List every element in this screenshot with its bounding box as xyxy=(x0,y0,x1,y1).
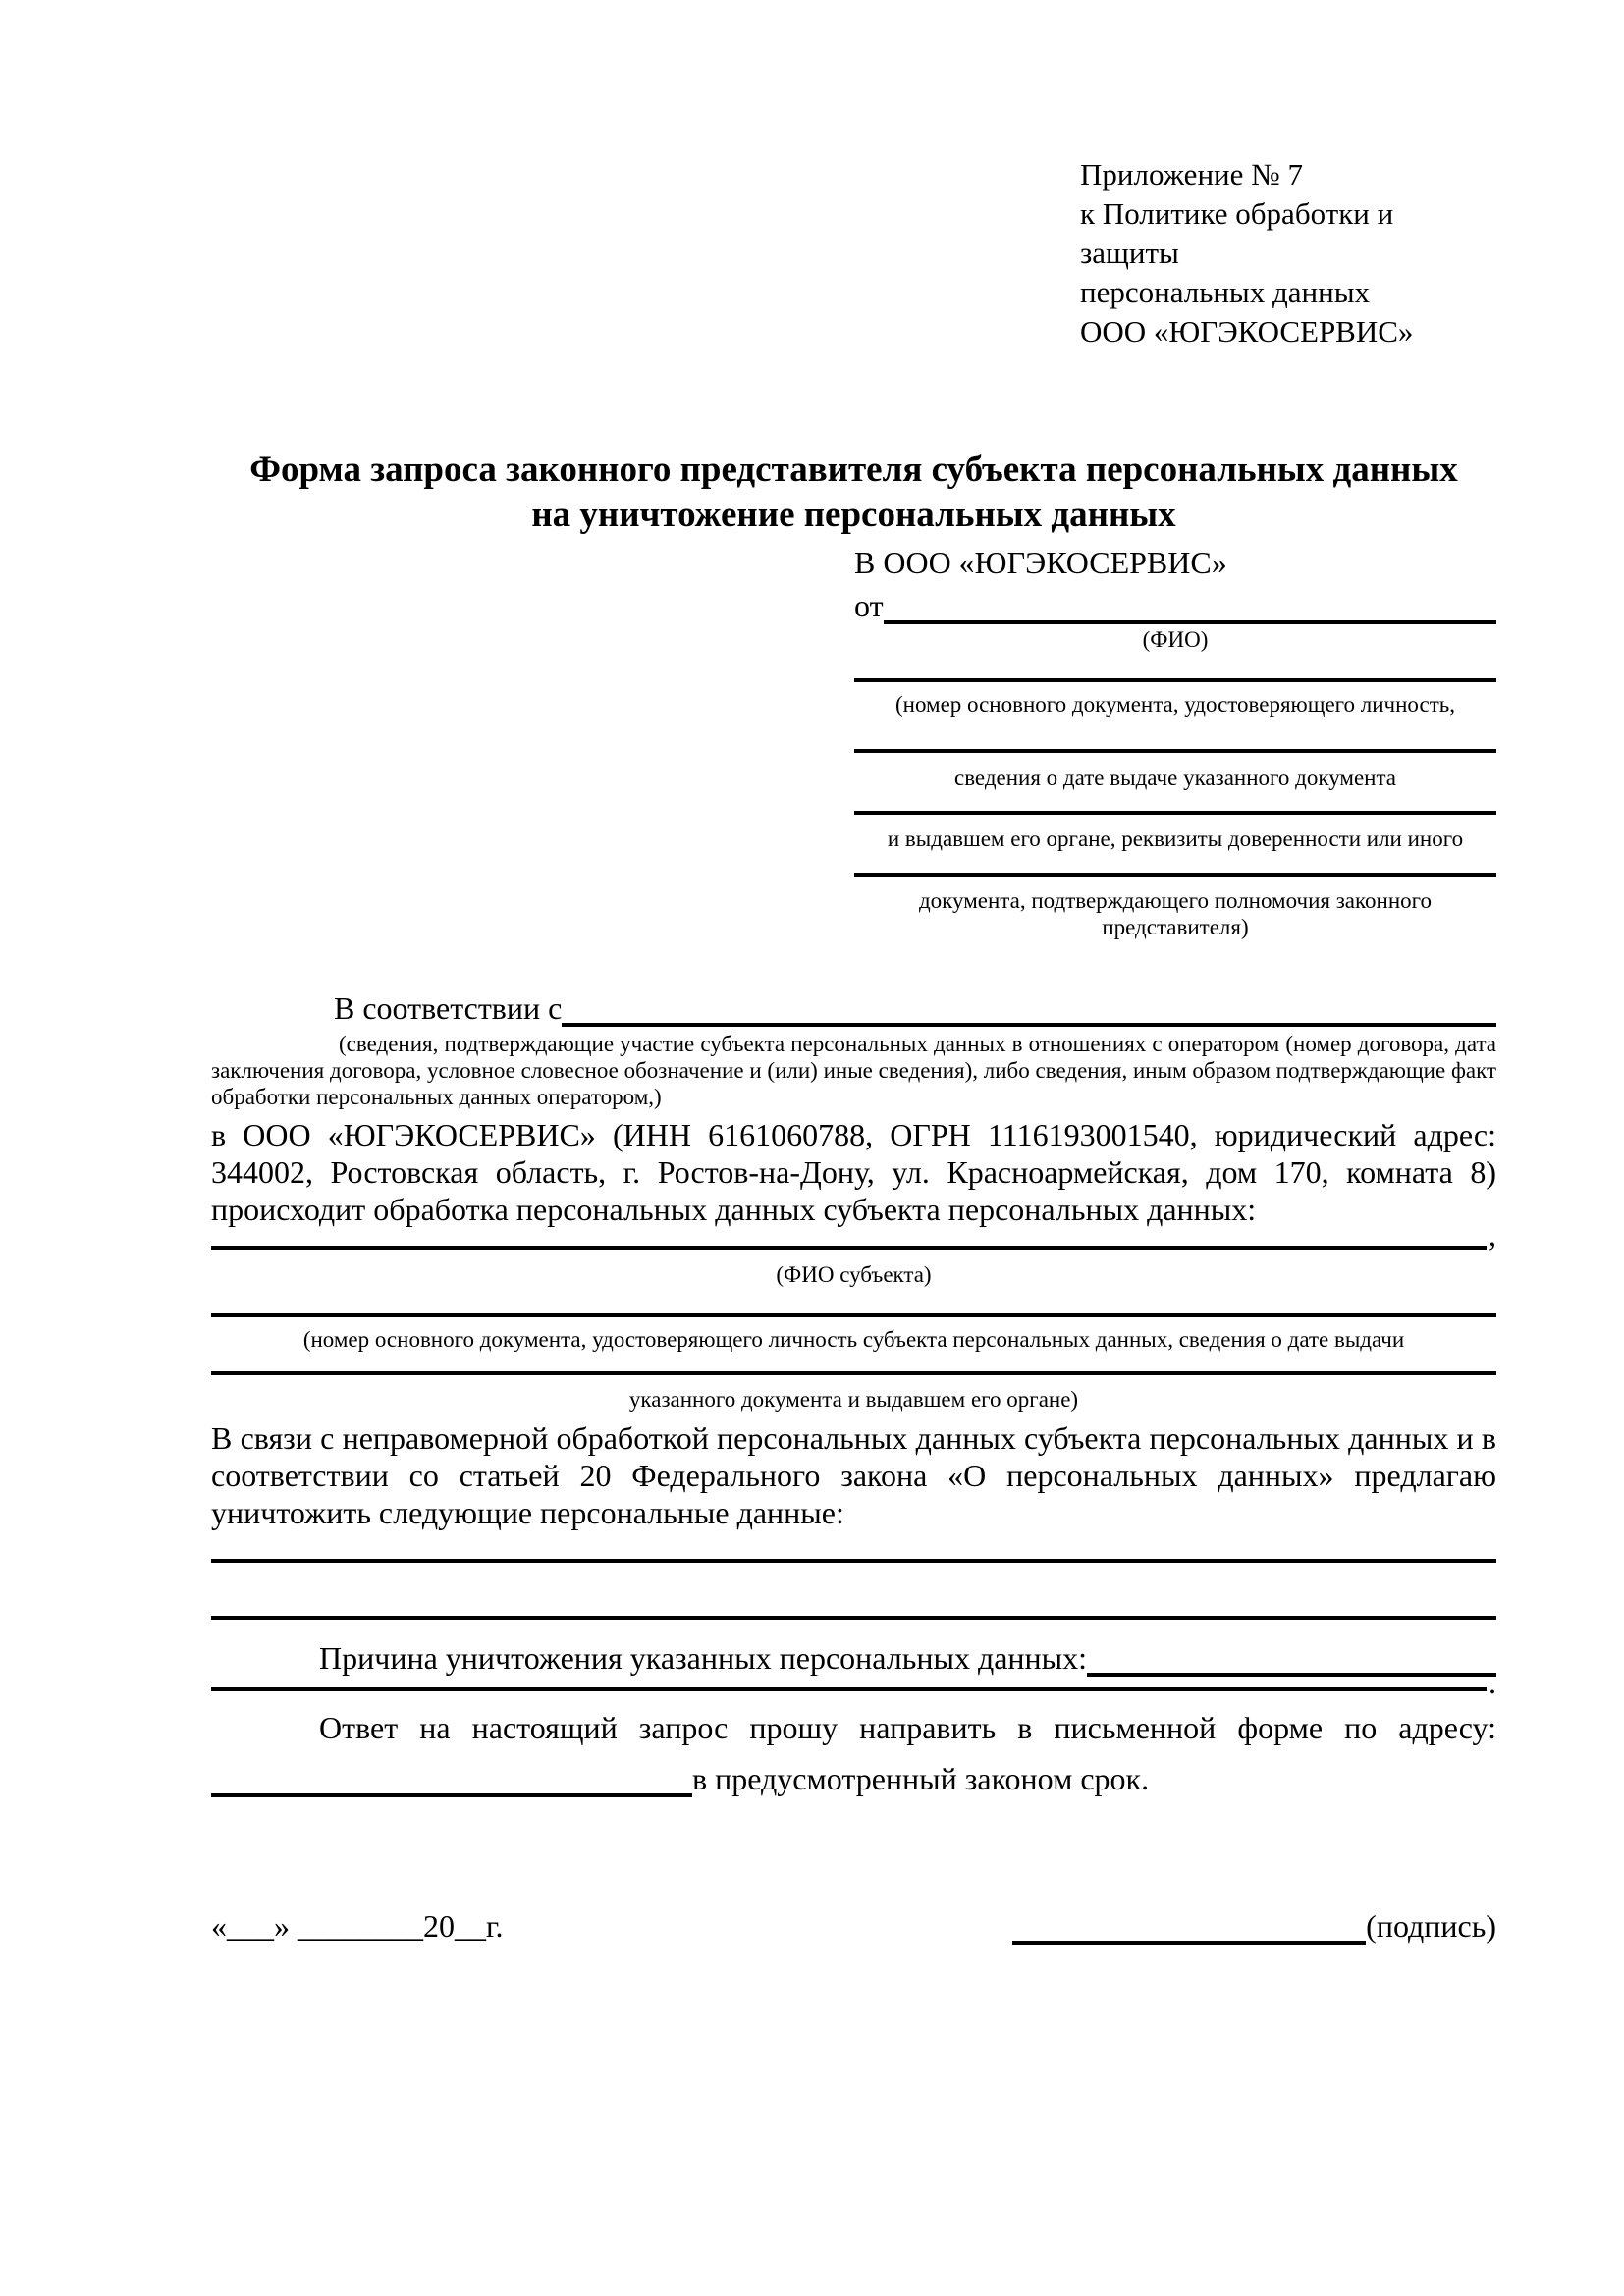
blank-field xyxy=(211,1353,1496,1375)
operator-paragraph: в ООО «ЮГЭКОСЕРВИС» (ИНН 6161060788, ОГРН 1116193001540, юридический адрес: 344002, Ростовская область, г. Ростов-на-Дону, ул. Красноармейская, дом 170, комната 8) происходит обработка персональных данных субъекта персональных данных: xyxy=(211,1117,1496,1227)
fio-caption: (ФИО) xyxy=(1142,627,1209,652)
appendix-line: к Политике обработки и защиты xyxy=(1080,196,1394,270)
subject-fio-blank-field xyxy=(211,1212,1487,1250)
blank-field xyxy=(854,852,1496,877)
blank-field xyxy=(854,718,1496,753)
appendix-line: персональных данных xyxy=(1080,275,1371,309)
signature-block xyxy=(1012,1907,1496,1945)
signature-caption: (подпись) xyxy=(1366,1908,1496,1944)
subject-doc-caption: указанного документа и выдавшем его органе) xyxy=(628,1387,1079,1412)
destruction-request-paragraph: В связи с неправомерной обработкой персональных данных субъекта персональных данных и в соответствии со статьей 20 Федерального закона «О персональных данных» предлагаю уничтожить следующие персональные данные: xyxy=(211,1420,1496,1530)
form-title xyxy=(211,448,1496,538)
accordance-caption: (сведения, подтверждающие участие субъекта персональных данных в отношениях с оператором (номер договора, дата заключения договора, условное словесное обозначение и (или) иные сведения), либо сведения, иным образом подтверждающие факт обработки персональных данных оператором,) xyxy=(211,1032,1496,1109)
reason-continuation-row xyxy=(211,1665,1496,1700)
form-title-line1: Форма запроса законного представителя субъекта персональных данных xyxy=(249,450,1458,490)
doc-caption: (номер основного документа, удостоверяющего личность, xyxy=(894,692,1455,717)
appendix-line: Приложение № 7 xyxy=(1080,157,1303,191)
address-blank-field xyxy=(211,1760,692,1797)
doc-caption: сведения о дате выдаче указанного документа xyxy=(953,766,1397,790)
reply-paragraph: Ответ на настоящий запрос прошу направить в письменной форме по адресу: xyxy=(319,1710,1496,1745)
addressee-to: В ООО «ЮГЭКОСЕРВИС» xyxy=(854,545,1227,580)
date-line: «___» ________20__г. xyxy=(211,1908,504,1944)
from-blank-field xyxy=(884,587,1496,624)
trailing-comma: , xyxy=(1489,1217,1496,1253)
signature-row xyxy=(211,1907,1496,1945)
blank-field xyxy=(854,663,1496,682)
reason-label: Причина уничтожения указанных персональных данных: xyxy=(319,1640,1088,1676)
appendix-line: ООО «ЮГЭКОСЕРВИС» xyxy=(1080,314,1414,348)
accordance-label: В соответствии с xyxy=(334,990,563,1026)
blank-field xyxy=(854,791,1496,815)
subject-doc-caption: (номер основного документа, удостоверяющего личность субъекта персональных данных, сведения о дате выдачи xyxy=(302,1327,1405,1352)
accordance-row xyxy=(211,989,1496,1027)
subject-fio-caption: (ФИО субъекта) xyxy=(776,1262,932,1287)
doc-caption: и выдавшем его органе, реквизиты доверенности или иного xyxy=(887,827,1464,851)
document-content xyxy=(211,0,1496,1945)
addressee-block xyxy=(854,544,1496,940)
from-label: от xyxy=(854,588,884,623)
reply-tail-text: в предусмотренный законом срок. xyxy=(692,1761,1150,1796)
trailing-period: . xyxy=(1489,1665,1496,1700)
blank-field xyxy=(211,1543,1496,1563)
from-row xyxy=(854,587,1496,624)
subject-fio-row xyxy=(211,1217,1496,1253)
blank-field xyxy=(211,1563,1496,1620)
reply-address-row xyxy=(211,1760,1496,1797)
doc-caption: документа, подтверждающего полномочия законного представителя) xyxy=(918,888,1432,939)
form-title-line2: на уничтожение персональных данных xyxy=(531,495,1176,535)
reason-blank-field-2 xyxy=(211,1654,1487,1691)
appendix-header xyxy=(1080,155,1496,351)
accordance-blank-field xyxy=(562,989,1496,1027)
signature-blank-field xyxy=(1012,1907,1366,1945)
blank-field xyxy=(211,1290,1496,1317)
